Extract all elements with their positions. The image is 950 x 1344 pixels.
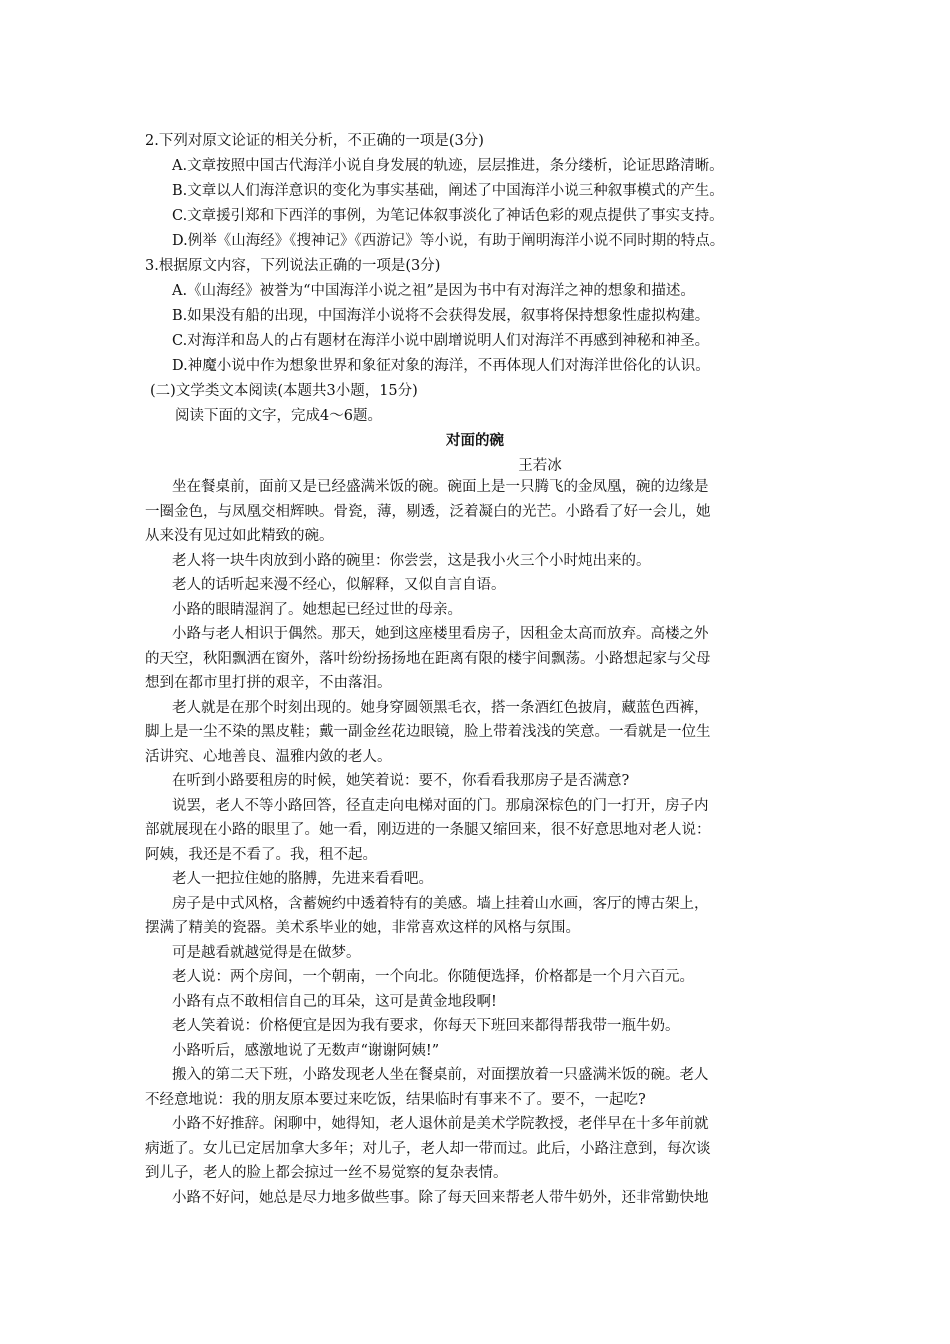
story-line: 小路与老人相识于偶然。那天，她到这座楼里看房子，因租金太高而放弃。高楼之外 [172,626,709,642]
story-line: 老人笑着说：价格便宜是因为我有要求，你每天下班回来都得帮我带一瓶牛奶。 [172,1018,680,1034]
story-line: 想到在都市里打拼的艰辛，不由落泪。 [145,675,392,691]
question-2-option-a: A.文章按照中国古代海洋小说自身发展的轨迹，层层推进，条分缕析，论证思路清晰。 [172,158,724,174]
question-3-stem: 3.根据原文内容，下列说法正确的一项是(3分) [145,258,441,274]
story-line: 的天空，秋阳飘洒在窗外，落叶纷纷扬扬地在距离有限的楼宇间飘荡。小路想起家与父母 [145,650,711,667]
story-line: 坐在餐桌前，面前又是已经盛满米饭的碗。碗面上是一只腾飞的金凤凰，碗的边缘是 [172,479,709,495]
question-3-option-c: C.对海洋和岛人的占有题材在海洋小说中剧增说明人们对海洋不再感到神秘和神圣。 [172,333,710,349]
story-line: 房子是中式风格，含蓄婉约中透着特有的美感。墙上挂着山水画，客厅的博古架上， [172,895,709,912]
story-line: 不经意地说：我的朋友原本要过来吃饭，结果临时有事来不了。要不，一起吃? [145,1091,646,1108]
question-3-option-a: A.《山海经》被誉为“中国海洋小说之祖”是因为书中有对海洋之神的想象和描述。 [172,283,695,299]
story-title: 对面的碗 [446,433,504,449]
story-line: 老人说：两个房间，一个朝南，一个向北。你随便选择，价格都是一个月六百元。 [172,969,694,985]
story-line: 从来没有见过如此精致的碗。 [145,528,334,544]
section-heading: (二)文学类文本阅读(本题共3小题，15分) [150,383,418,399]
story-line: 一圈金色，与凤凰交相辉映。骨瓷，薄，剔透，泛着凝白的光芒。小路看了好一会儿，她 [145,503,711,520]
story-line: 搬入的第二天下班，小路发现老人坐在餐桌前，对面摆放着一只盛满米饭的碗。老人 [172,1067,709,1083]
story-line: 老人就是在那个时刻出现的。她身穿圆领黑毛衣，搭一条酒红色披肩，藏蓝色西裤， [172,699,709,716]
story-line: 小路有点不敢相信自己的耳朵，这可是黄金地段啊! [172,993,497,1010]
question-2-option-b: B.文章以人们海洋意识的变化为事实基础，阐述了中国海洋小说三种叙事模式的产生。 [172,183,724,199]
story-line: 说罢，老人不等小路回答，径直走向电梯对面的门。那扇深棕色的门一打开，房子内 [172,797,709,814]
section-instruction: 阅读下面的文字，完成4～6题。 [175,408,382,424]
story-line: 小路不好问，她总是尽力地多做些事。除了每天回来帮老人带牛奶外，还非常勤快地 [172,1189,709,1206]
story-line: 病逝了。女儿已定居加拿大多年；对儿子，老人却一带而过。此后，小路注意到，每次谈 [145,1140,711,1157]
story-line: 可是越看就越觉得是在做梦。 [172,944,361,961]
story-line: 小路的眼睛湿润了。她想起已经过世的母亲。 [172,601,462,618]
story-line: 小路不好推辞。闲聊中，她得知，老人退休前是美术学院教授，老伴早在十多年前就 [172,1116,709,1132]
story-line: 活讲究、心地善良、温雅内敛的老人。 [145,748,392,765]
question-3-option-d: D.神魔小说中作为想象世界和象征对象的海洋，不再体现人们对海洋世俗化的认识。 [172,358,710,374]
question-2-option-c: C.文章援引郑和下西洋的事例，为笔记体叙事淡化了神话色彩的观点提供了事实支持。 [172,208,724,224]
story-author: 王若冰 [518,458,562,474]
story-line: 小路听后，感激地说了无数声“谢谢阿姨!” [172,1042,440,1059]
question-2-option-d: D.例举《山海经》《搜神记》《西游记》等小说，有助于阐明海洋小说不同时期的特点。 [172,233,725,249]
question-3-option-b: B.如果没有船的出现，中国海洋小说将不会获得发展，叙事将保持想象性虚拟构建。 [172,308,710,324]
story-line: 摆满了精美的瓷器。美术系毕业的她，非常喜欢这样的风格与氛围。 [145,920,580,936]
story-line: 在听到小路要租房的时候，她笑着说：要不，你看看我那房子是否满意? [172,773,630,789]
question-2-stem: 2.下列对原文论证的相关分析，不正确的一项是(3分) [145,133,484,149]
story-line: 到儿子，老人的脸上都会掠过一丝不易觉察的复杂表情。 [145,1165,508,1181]
story-line: 老人一把拉住她的胳膊，先进来看看吧。 [172,871,433,887]
story-line: 脚上是一尘不染的黑皮鞋；戴一副金丝花边眼镜，脸上带着浅浅的笑意。一看就是一位生 [145,724,711,740]
story-line: 老人将一块牛肉放到小路的碗里：你尝尝，这是我小火三个小时炖出来的。 [172,552,651,569]
story-line: 部就展现在小路的眼里了。她一看，刚迈进的一条腿又缩回来，很不好意思地对老人说： [145,822,711,838]
story-line: 阿姨，我还是不看了。我，租不起。 [145,846,377,863]
story-line: 老人的话听起来漫不经心，似解释，又似自言自语。 [172,577,506,593]
